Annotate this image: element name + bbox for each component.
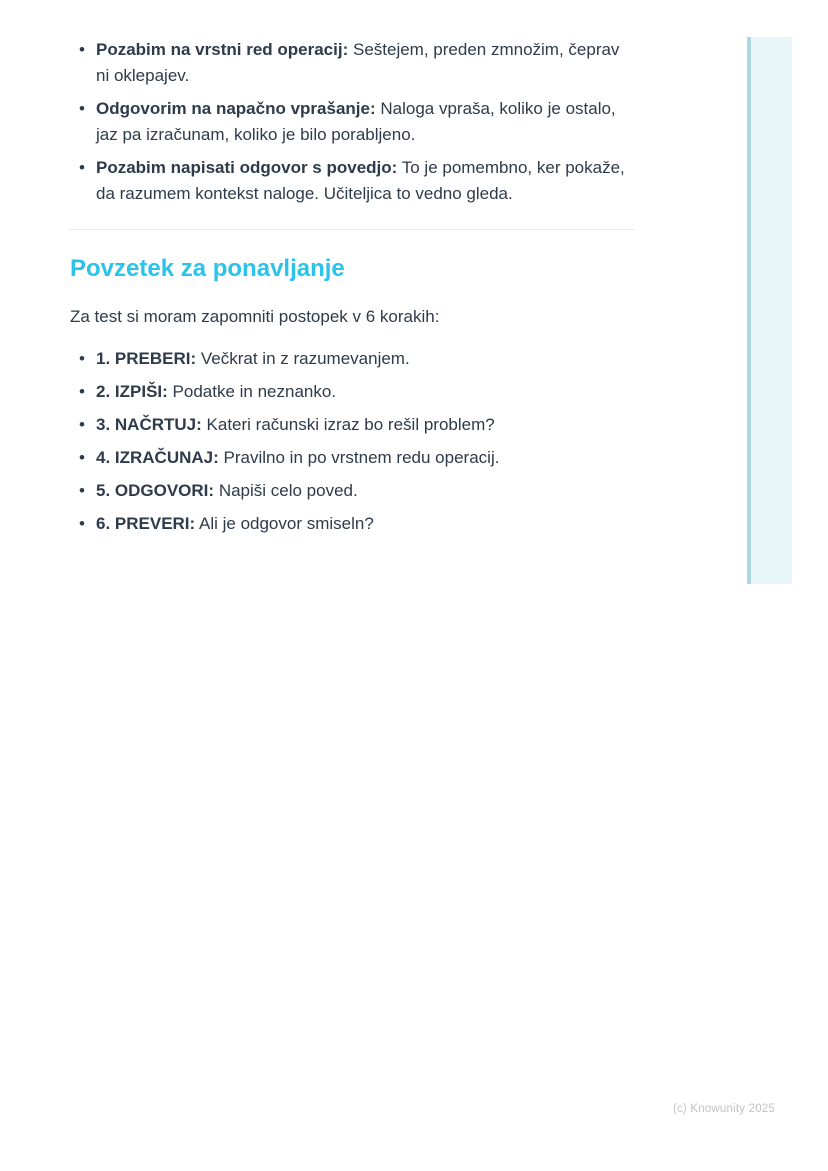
mistakes-list	[70, 37, 635, 207]
page-content	[70, 37, 635, 537]
list-item	[70, 96, 635, 148]
step-label: 2. IZPIŠI:	[96, 382, 168, 401]
section-divider	[70, 229, 635, 230]
list-item	[70, 346, 635, 372]
list-item-text: To je pomembno, ker pokaže, da razumem kontekst naloge. Učiteljica to vedno gleda.	[96, 158, 625, 203]
bullet-icon: •	[79, 99, 85, 118]
step-text: Ali je odgovor smiseln?	[199, 514, 374, 533]
list-item-label: Odgovorim na napačno vprašanje:	[96, 99, 376, 118]
list-item	[70, 37, 635, 89]
bullet-icon: •	[79, 415, 85, 434]
step-label: 6. PREVERI:	[96, 514, 196, 533]
copyright-text: (c) Knowunity 2025	[672, 1103, 775, 1115]
steps-list	[70, 346, 635, 537]
bullet-icon: •	[79, 40, 85, 59]
bullet-icon: •	[79, 158, 85, 177]
step-text: Podatke in neznanko.	[172, 382, 337, 401]
step-text: Kateri računski izraz bo rešil problem?	[206, 415, 495, 434]
list-item	[70, 445, 635, 471]
step-text: Pravilno in po vrstnem redu operacij.	[223, 448, 500, 467]
list-item	[70, 379, 635, 405]
bullet-icon: •	[79, 349, 85, 368]
step-label: 5. ODGOVORI:	[96, 481, 215, 500]
bullet-icon: •	[79, 448, 85, 467]
list-item	[70, 155, 635, 207]
step-label: 3. NAČRTUJ:	[96, 415, 202, 434]
step-label: 4. IZRAČUNAJ:	[96, 448, 219, 467]
intro-text: Za test si moram zapomniti postopek v 6 korakih:	[70, 307, 440, 326]
list-item	[70, 478, 635, 504]
step-text: Večkrat in z razumevanjem.	[200, 349, 410, 368]
side-highlight-bar	[747, 37, 792, 584]
step-text: Napiši celo poved.	[218, 481, 358, 500]
list-item-label: Pozabim napisati odgovor s povedjo:	[96, 158, 398, 177]
section-heading: Povzetek za ponavljanje	[70, 255, 345, 282]
list-item-label: Pozabim na vrstni red operacij:	[96, 40, 349, 59]
list-item	[70, 511, 635, 537]
bullet-icon: •	[79, 382, 85, 401]
list-item-text: Seštejem, preden zmnožim, čeprav ni oklepajev.	[96, 40, 620, 85]
step-label: 1. PREBERI:	[96, 349, 197, 368]
bullet-icon: •	[79, 514, 85, 533]
list-item-text: Naloga vpraša, koliko je ostalo, jaz pa izračunam, koliko je bilo porabljeno.	[96, 99, 616, 144]
bullet-icon: •	[79, 481, 85, 500]
list-item	[70, 412, 635, 438]
